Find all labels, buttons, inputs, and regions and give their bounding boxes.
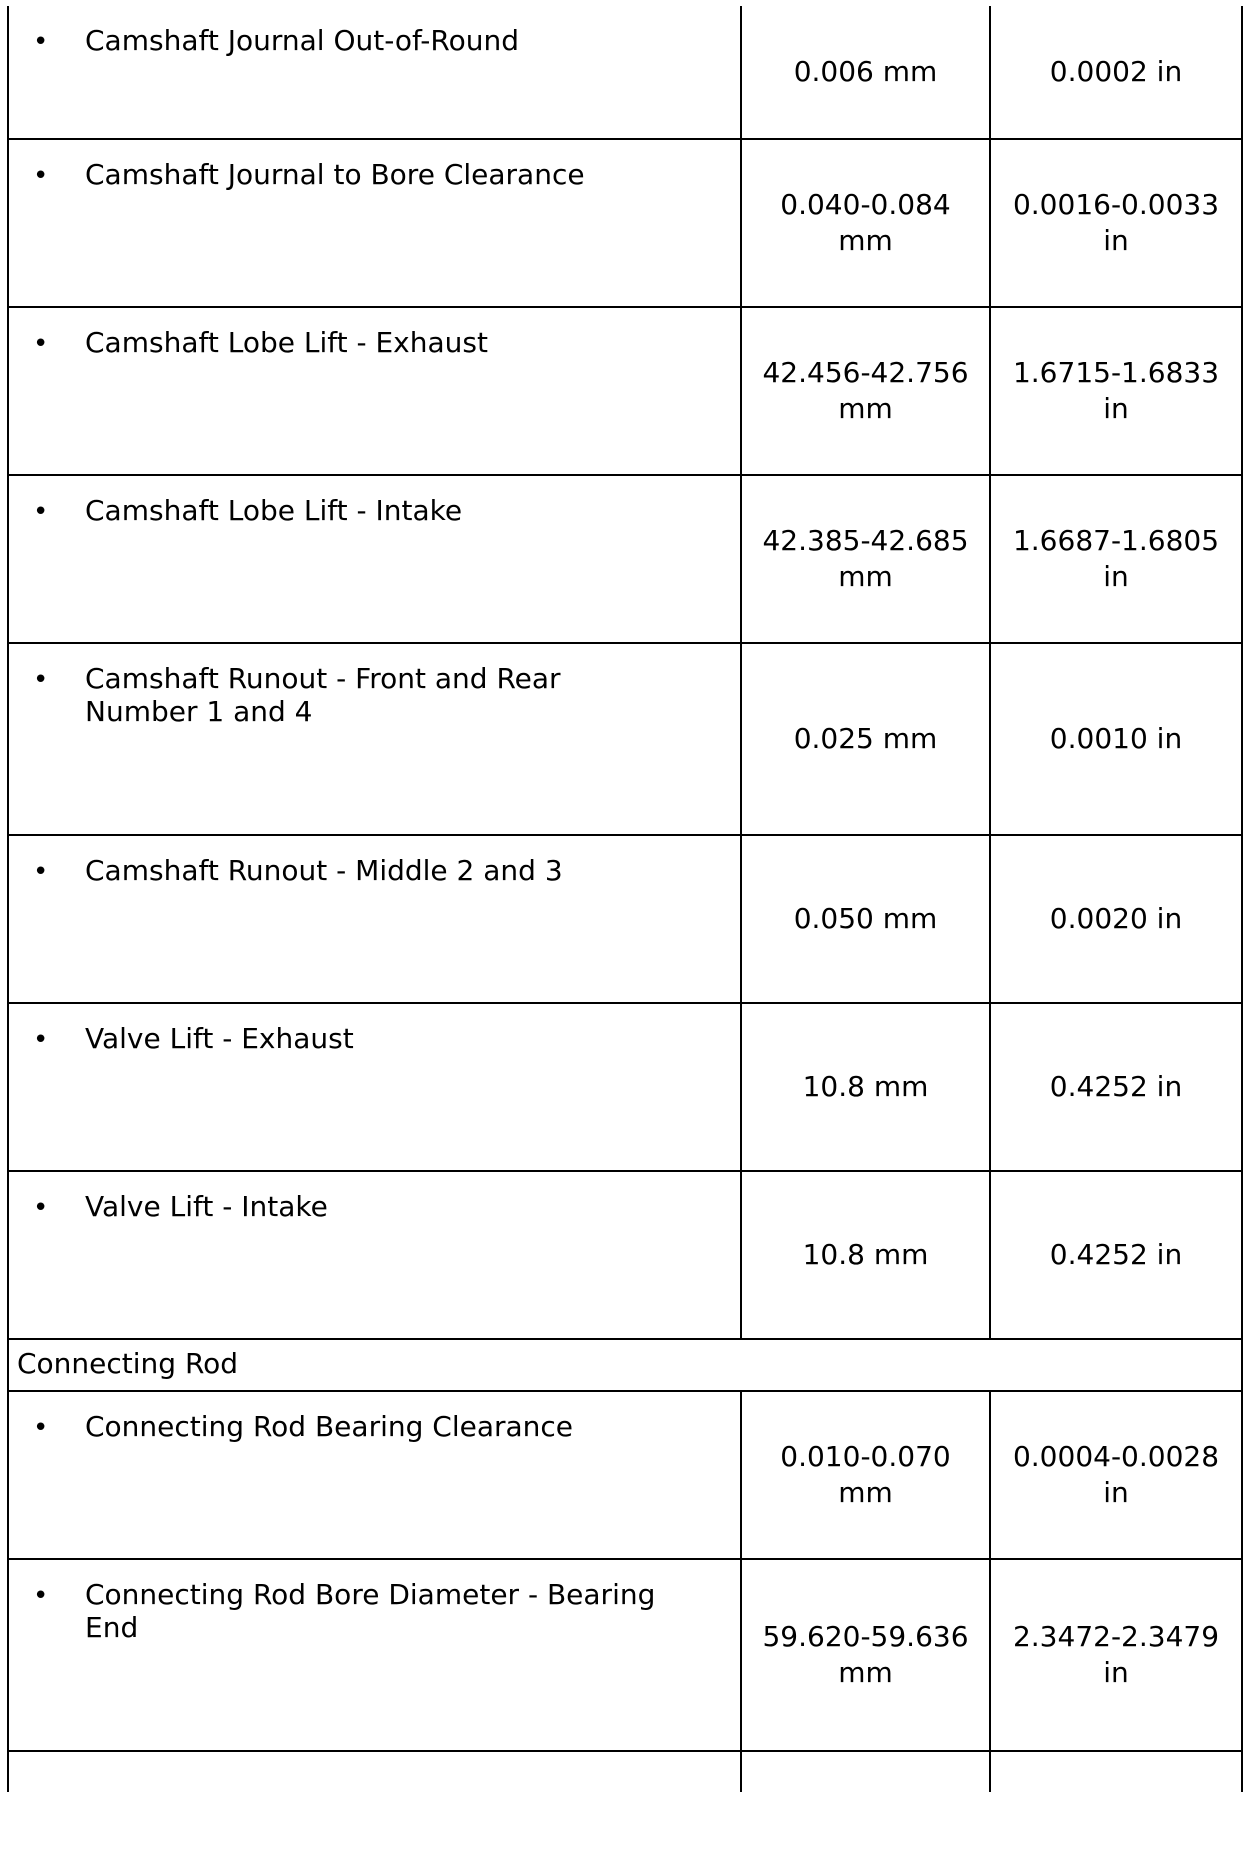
empty-cell (741, 1751, 990, 1792)
spec-name-cell (8, 139, 741, 307)
section-header-row (8, 1339, 1242, 1391)
metric-value: 0.010-0.070 mm (741, 1391, 990, 1559)
imperial-value: 1.6715-1.6833 in (990, 307, 1242, 475)
spec-name: Camshaft Runout - Middle 2 and 3 (85, 854, 563, 887)
metric-value: 0.050 mm (741, 835, 990, 1003)
imperial-value: 0.0004-0.0028 in (990, 1391, 1242, 1559)
table-row (8, 6, 1242, 139)
spec-name: Connecting Rod Bore Diameter - Bearing End (85, 1578, 656, 1644)
imperial-value: 0.4252 in (990, 1003, 1242, 1171)
table-row (8, 643, 1242, 835)
spec-name-cell (8, 1003, 741, 1171)
bullet-icon: • (33, 497, 49, 527)
table-row (8, 1559, 1242, 1751)
table-row (8, 139, 1242, 307)
empty-cell (990, 1751, 1242, 1792)
table-row (8, 1171, 1242, 1339)
spec-name: Camshaft Runout - Front and Rear Number 1 and 4 (85, 662, 561, 728)
table-row (8, 1003, 1242, 1171)
metric-value: 42.456-42.756 mm (741, 307, 990, 475)
metric-value: 0.006 mm (741, 6, 990, 139)
spec-name-cell (8, 1559, 741, 1751)
imperial-value: 0.0020 in (990, 835, 1242, 1003)
bullet-icon: • (33, 27, 49, 57)
bullet-icon: • (33, 1581, 49, 1611)
metric-value: 10.8 mm (741, 1171, 990, 1339)
spec-name-cell (8, 1391, 741, 1559)
imperial-value: 1.6687-1.6805 in (990, 475, 1242, 643)
metric-value: 59.620-59.636 mm (741, 1559, 990, 1751)
spec-name-cell (8, 307, 741, 475)
table-row (8, 475, 1242, 643)
spec-name: Camshaft Lobe Lift - Exhaust (85, 326, 488, 359)
bullet-icon: • (33, 1413, 49, 1443)
spec-name-cell (8, 475, 741, 643)
imperial-value: 0.0016-0.0033 in (990, 139, 1242, 307)
table-row (8, 835, 1242, 1003)
metric-value: 10.8 mm (741, 1003, 990, 1171)
metric-value: 0.025 mm (741, 643, 990, 835)
spec-name-cell (8, 835, 741, 1003)
spec-name: Connecting Rod Bearing Clearance (85, 1410, 574, 1443)
imperial-value: 2.3472-2.3479 in (990, 1559, 1242, 1751)
bullet-icon: • (33, 329, 49, 359)
table-row (8, 307, 1242, 475)
spec-name-cell (8, 6, 741, 139)
metric-value: 42.385-42.685 mm (741, 475, 990, 643)
bullet-icon: • (33, 665, 49, 695)
spec-name-cell (8, 1171, 741, 1339)
section-title: Connecting Rod (8, 1339, 1242, 1391)
spec-name: Valve Lift - Intake (85, 1190, 328, 1223)
bullet-icon: • (33, 1193, 49, 1223)
imperial-value: 0.0010 in (990, 643, 1242, 835)
empty-cell (8, 1751, 741, 1792)
spec-name: Camshaft Journal Out-of-Round (85, 24, 519, 57)
specifications-table (7, 6, 1243, 1792)
bullet-icon: • (33, 161, 49, 191)
imperial-value: 0.4252 in (990, 1171, 1242, 1339)
spec-name: Camshaft Journal to Bore Clearance (85, 158, 585, 191)
bullet-icon: • (33, 857, 49, 887)
spec-name: Valve Lift - Exhaust (85, 1022, 354, 1055)
bullet-icon: • (33, 1025, 49, 1055)
metric-value: 0.040-0.084 mm (741, 139, 990, 307)
table-row (8, 1751, 1242, 1792)
spec-name-cell (8, 643, 741, 835)
spec-name: Camshaft Lobe Lift - Intake (85, 494, 463, 527)
imperial-value: 0.0002 in (990, 6, 1242, 139)
table-row (8, 1391, 1242, 1559)
